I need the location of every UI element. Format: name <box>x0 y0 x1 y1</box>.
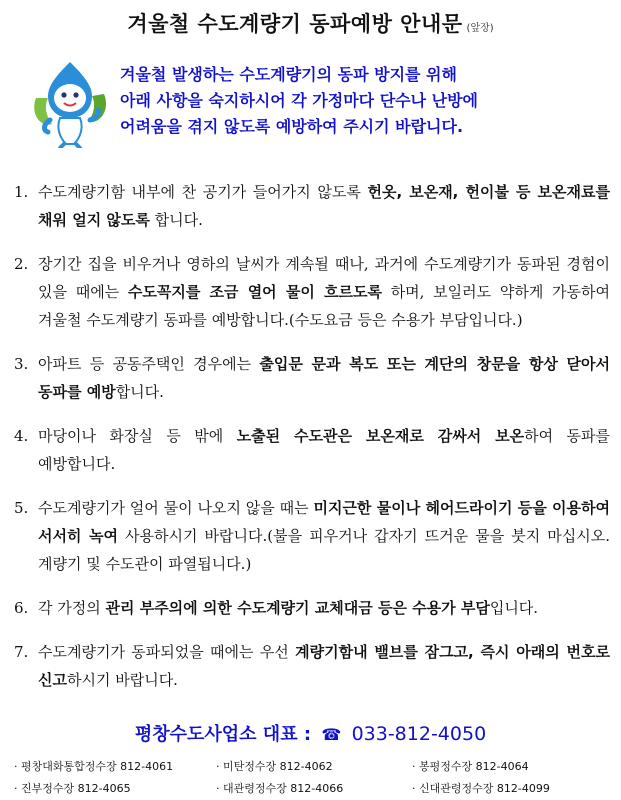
notice-text: 합니다. <box>115 383 164 401</box>
office-entry: · 평창대화통합정수장 812-4061 <box>14 760 174 773</box>
page-title: 겨울철 수도계량기 동파예방 안내문 <box>127 12 463 36</box>
notice-text: 하여 동파를 예방합니다. <box>38 427 611 473</box>
notice-item <box>14 638 610 694</box>
contact-phone: 033-812-4050 <box>351 723 487 745</box>
notice-item-number: 6. <box>14 599 29 617</box>
notice-item <box>14 494 610 578</box>
notice-text: 합니다. <box>149 211 203 229</box>
phone-icon: ☎ <box>321 725 342 744</box>
notice-item-text <box>38 422 610 478</box>
office-row <box>14 755 614 777</box>
notice-item <box>14 422 610 478</box>
notice-emphasis: 계량기함내 밸브를 잠그고, 즉시 아래의 번호로 신고 <box>38 643 610 689</box>
notice-item-text <box>38 594 610 622</box>
notice-item <box>14 594 610 622</box>
office-entry: · 미탄정수장 812-4062 <box>216 760 333 773</box>
notice-item-text <box>38 178 610 234</box>
notice-text: 각 가정의 <box>38 599 106 617</box>
intro-message <box>120 62 610 140</box>
intro-line: 어려움을 겪지 않도록 예방하여 주시기 바랍니다. <box>120 117 464 136</box>
notice-item <box>14 350 610 406</box>
notice-item-number: 5. <box>14 499 29 517</box>
notice-emphasis: 관리 부주의에 의한 수도계량기 교체대금 등은 수용가 부담 <box>105 599 490 617</box>
notice-text: 입니다. <box>489 599 539 617</box>
intro-line: 겨울철 발생하는 수도계량기의 동파 방지를 위해 <box>120 65 457 84</box>
notice-item-text <box>38 350 610 406</box>
notice-text: 수도계량기가 얼어 물이 나오지 않을 때는 <box>38 499 314 517</box>
office-entry: · 진부정수장 812-4065 <box>14 782 131 795</box>
contact-label: 평창수도사업소 대표 : <box>134 724 312 745</box>
contact-line <box>0 720 621 746</box>
notice-text: 아파트 등 공동주택인 경우에는 <box>38 355 260 373</box>
notice-emphasis: 수도꼭지를 조금 열어 물이 흐르도록 <box>127 283 382 301</box>
notice-item <box>14 250 610 334</box>
notice-emphasis: 헌옷, 보온재, 헌이불 등 보온재료를 채워 얼지 않도록 <box>38 183 610 229</box>
notice-item-number: 7. <box>14 643 29 661</box>
notice-item-number: 3. <box>14 355 29 373</box>
title-block <box>0 8 621 38</box>
notice-emphasis: 미지근한 물이나 헤어드라이기 등을 이용하여 서서히 녹여 <box>38 499 610 545</box>
notice-text: 마당이나 화장실 등 밖에 <box>38 427 237 445</box>
notice-item-number: 4. <box>14 427 29 445</box>
notice-text: 수도계량기함 내부에 찬 공기가 들어가지 않도록 <box>38 183 368 201</box>
office-entry: · 신대관령정수장 812-4099 <box>412 782 550 795</box>
notice-item-number: 1. <box>14 183 29 201</box>
notice-list <box>14 178 610 710</box>
office-entry: · 봉평정수장 812-4064 <box>412 760 529 773</box>
notice-text: 사용하시기 바랍니다.(불을 피우거나 갑자기 뜨거운 물을 붓지 마십시오. 계량기 및 수도관이 파열됩니다.) <box>38 527 610 573</box>
intro-line: 아래 사항을 숙지하시어 각 가정마다 단수나 난방에 <box>120 91 478 110</box>
office-row <box>14 777 614 799</box>
notice-text: 하며, 보일러도 약하게 가동하여 겨울철 수도계량기 동파를 예방합니다.(수도요금 등은 수용가 부담입니다.) <box>38 283 610 329</box>
notice-item-text <box>38 494 610 578</box>
office-directory <box>14 755 614 799</box>
page-side-label: (앞장) <box>466 23 494 34</box>
notice-item-text <box>38 250 610 334</box>
notice-text: 하시기 바랍니다. <box>66 671 178 689</box>
notice-emphasis: 출입문 문과 복도 또는 계단의 창문을 항상 닫아서 동파를 예방 <box>38 355 611 401</box>
notice-text: 장기간 집을 비우거나 영하의 날씨가 계속될 때나, 과거에 수도계량기가 동파된 경험이 있을 때에는 <box>38 255 610 301</box>
notice-item-text <box>38 638 610 694</box>
notice-text: 수도계량기가 동파되었을 때에는 우선 <box>38 643 296 661</box>
notice-item-number: 2. <box>14 255 29 273</box>
office-entry: · 대관령정수장 812-4066 <box>216 782 344 795</box>
notice-item <box>14 178 610 234</box>
water-drop-mascot-icon <box>30 58 110 148</box>
notice-emphasis: 노출된 수도관은 보온재로 감싸서 보온 <box>236 427 525 445</box>
